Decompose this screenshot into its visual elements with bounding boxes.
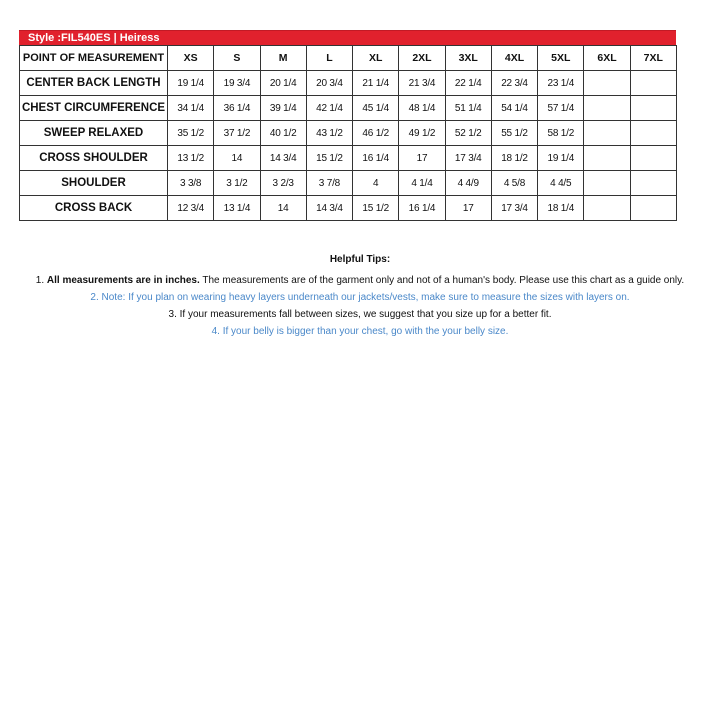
measurement-value: 55 1/2: [491, 121, 537, 146]
measurement-value: 35 1/2: [168, 121, 214, 146]
measurement-value: [630, 146, 676, 171]
measurement-value: [584, 121, 630, 146]
measurement-value: [584, 96, 630, 121]
size-header-5xl: 5XL: [538, 46, 584, 71]
tip-3: 3. If your measurements fall between sizes, we suggest that you size up for a better fit.: [168, 309, 552, 320]
table-header-row: [20, 46, 677, 71]
size-header-2xl: 2XL: [399, 46, 445, 71]
measurement-value: 17: [445, 196, 491, 221]
tip-4: 4. If your belly is bigger than your chest, go with the your belly size.: [211, 326, 509, 337]
measurement-value: 3 7/8: [306, 171, 352, 196]
tip-1-number: 1.: [35, 275, 45, 286]
measurement-value: 4 4/5: [538, 171, 584, 196]
measurement-value: 52 1/2: [445, 121, 491, 146]
measurement-value: 3 2/3: [260, 171, 306, 196]
measurement-value: 40 1/2: [260, 121, 306, 146]
measurement-value: 15 1/2: [353, 196, 399, 221]
measurement-value: 46 1/2: [353, 121, 399, 146]
table-row: [20, 71, 677, 96]
measurement-value: [584, 171, 630, 196]
measurement-name: CENTER BACK LENGTH: [20, 71, 168, 96]
measurement-value: 16 1/4: [399, 196, 445, 221]
measurement-name: CROSS SHOULDER: [20, 146, 168, 171]
tip-1-text: The measurements are of the garment only and not of a human's body. Please use this chart as a guide only.: [202, 275, 685, 286]
size-header-m: M: [260, 46, 306, 71]
measurement-name: CHEST CIRCUMFERENCE: [20, 96, 168, 121]
measurement-value: 49 1/2: [399, 121, 445, 146]
measurement-value: 17 3/4: [445, 146, 491, 171]
table-row: [20, 96, 677, 121]
measurement-name: SHOULDER: [20, 171, 168, 196]
measurement-value: 23 1/4: [538, 71, 584, 96]
table-row: [20, 196, 677, 221]
measurement-value: 19 1/4: [168, 71, 214, 96]
table-body: [20, 71, 677, 221]
size-header-xs: XS: [168, 46, 214, 71]
table-row: [20, 171, 677, 196]
size-table: [19, 45, 677, 221]
style-label: Style :FIL540ES | Heiress: [28, 32, 160, 44]
measurement-value: 15 1/2: [306, 146, 352, 171]
size-header-6xl: 6XL: [584, 46, 630, 71]
measurement-value: [630, 171, 676, 196]
measurement-value: [584, 71, 630, 96]
measurement-value: 17: [399, 146, 445, 171]
measurement-value: 43 1/2: [306, 121, 352, 146]
size-header-4xl: 4XL: [491, 46, 537, 71]
measurement-name: CROSS BACK: [20, 196, 168, 221]
measurement-name: SWEEP RELAXED: [20, 121, 168, 146]
measurement-value: 19 3/4: [214, 71, 260, 96]
measurement-value: 36 1/4: [214, 96, 260, 121]
point-of-measurement-header: POINT OF MEASUREMENT: [20, 46, 168, 71]
measurement-value: 58 1/2: [538, 121, 584, 146]
measurement-value: [584, 146, 630, 171]
measurement-value: [630, 196, 676, 221]
measurement-value: 51 1/4: [445, 96, 491, 121]
size-header-l: L: [306, 46, 352, 71]
helpful-tips: [0, 251, 720, 340]
measurement-value: 20 3/4: [306, 71, 352, 96]
measurement-value: 12 3/4: [168, 196, 214, 221]
measurement-value: 20 1/4: [260, 71, 306, 96]
measurement-value: 22 1/4: [445, 71, 491, 96]
table-row: [20, 146, 677, 171]
size-header-7xl: 7XL: [630, 46, 676, 71]
measurement-value: 21 3/4: [399, 71, 445, 96]
measurement-value: 13 1/2: [168, 146, 214, 171]
measurement-value: 4 1/4: [399, 171, 445, 196]
tip-1: [0, 272, 720, 289]
measurement-value: 14 3/4: [306, 196, 352, 221]
style-header-bar: [19, 30, 676, 45]
measurement-value: 54 1/4: [491, 96, 537, 121]
size-header-xl: XL: [353, 46, 399, 71]
measurement-value: 48 1/4: [399, 96, 445, 121]
measurement-value: 37 1/2: [214, 121, 260, 146]
measurement-value: 57 1/4: [538, 96, 584, 121]
measurement-value: 14: [214, 146, 260, 171]
measurement-value: 4: [353, 171, 399, 196]
tip-2: 2. Note: If you plan on wearing heavy layers underneath our jackets/vests, make sure to measure the sizes with layers on.: [90, 292, 630, 303]
measurement-value: [630, 96, 676, 121]
measurement-value: 22 3/4: [491, 71, 537, 96]
table-row: [20, 121, 677, 146]
measurement-value: 14: [260, 196, 306, 221]
measurement-value: 34 1/4: [168, 96, 214, 121]
measurement-value: 45 1/4: [353, 96, 399, 121]
measurement-value: 17 3/4: [491, 196, 537, 221]
measurement-value: 4 5/8: [491, 171, 537, 196]
tip-1-bold: All measurements are in inches.: [46, 275, 200, 286]
size-chart: [19, 30, 676, 221]
measurement-value: 18 1/4: [538, 196, 584, 221]
tips-title: Helpful Tips:: [329, 254, 391, 265]
measurement-value: 14 3/4: [260, 146, 306, 171]
measurement-value: 39 1/4: [260, 96, 306, 121]
size-header-s: S: [214, 46, 260, 71]
size-header-3xl: 3XL: [445, 46, 491, 71]
measurement-value: 13 1/4: [214, 196, 260, 221]
measurement-value: [630, 121, 676, 146]
measurement-value: [630, 71, 676, 96]
measurement-value: 3 1/2: [214, 171, 260, 196]
measurement-value: 3 3/8: [168, 171, 214, 196]
measurement-value: [584, 196, 630, 221]
measurement-value: 4 4/9: [445, 171, 491, 196]
measurement-value: 21 1/4: [353, 71, 399, 96]
measurement-value: 42 1/4: [306, 96, 352, 121]
measurement-value: 19 1/4: [538, 146, 584, 171]
measurement-value: 18 1/2: [491, 146, 537, 171]
measurement-value: 16 1/4: [353, 146, 399, 171]
